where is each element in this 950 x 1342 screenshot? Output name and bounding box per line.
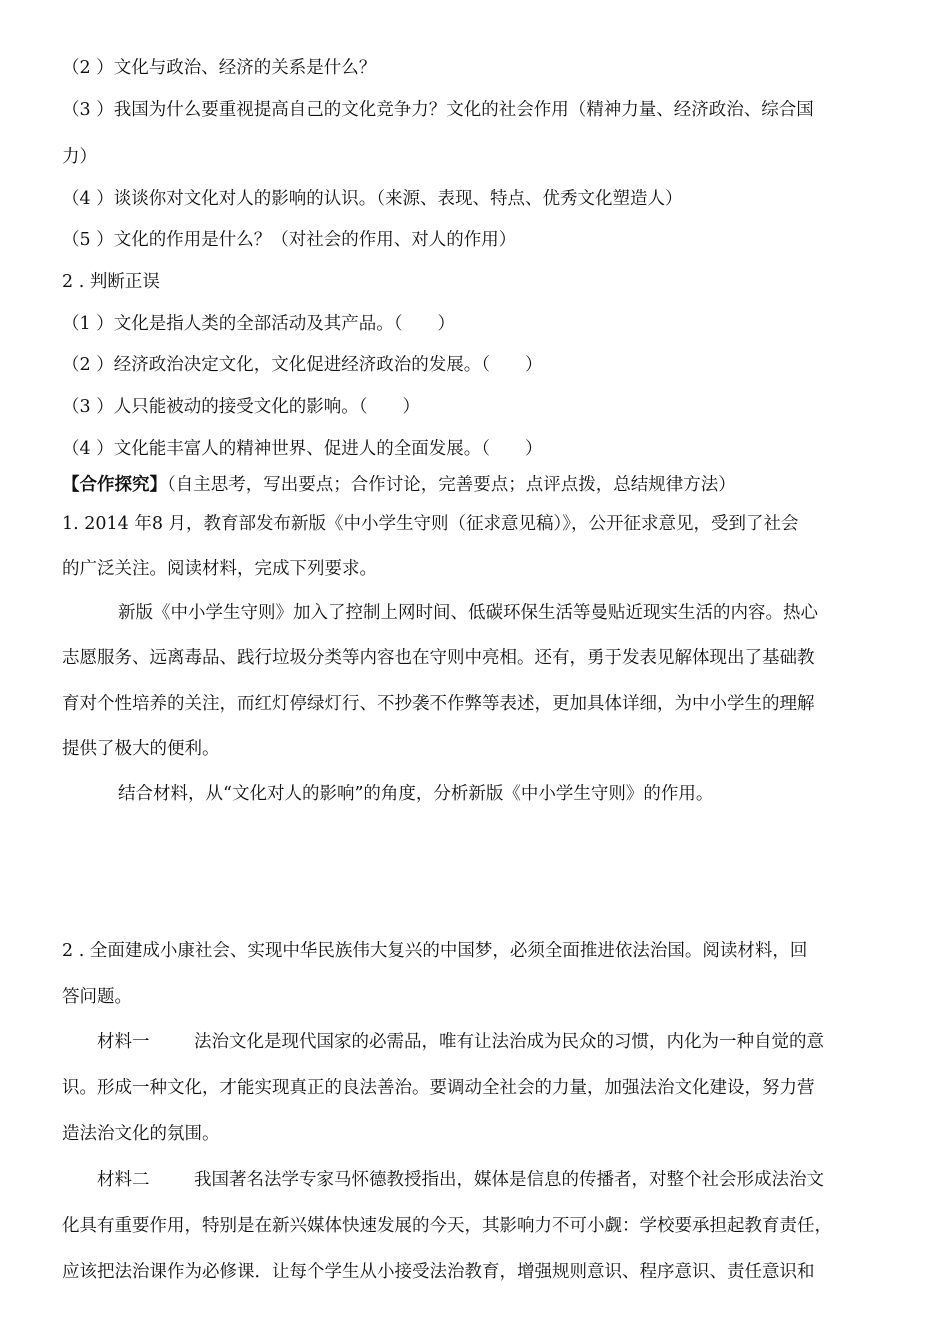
task2-intro-line-2: 答问题。 [62, 987, 132, 1007]
judge-item-2: （2 ）经济政治决定文化，文化促进经济政治的发展。（ ） [62, 355, 543, 375]
task2-intro-line-1: 2 . 全面建成小康社会、实现中华民族伟大复兴的中国梦，必须全面推进依法治国。阅读材料，回 [62, 941, 808, 961]
judge-heading: 2 . 判断正误 [62, 272, 160, 292]
judge-item-3: （3 ）人只能被动的接受文化的影响。（ ） [62, 397, 420, 417]
material-two-line-2: 化具有重要作用，特别是在新兴媒体快速发展的今天，其影响力不可小觑：学校要承担起教育责任， [62, 1216, 832, 1236]
task1-material-line-1: 新版《中小学生守则》加入了控制上网时间、低碳环保生活等曼贴近现实生活的内容。热心 [118, 603, 818, 623]
material-one-line-2: 识。形成一种文化，才能实现真正的良法善治。要调动全社会的力量，加强法治文化建设，努力营 [62, 1078, 815, 1098]
material-one-line-3: 造法治文化的氛围。 [62, 1124, 220, 1144]
task1-material-line-4: 提供了极大的便利。 [62, 739, 220, 759]
cooperation-instruction: （自主思考，写出要点；合作讨论，完善要点；点评点拨，总结规律方法） [167, 475, 736, 495]
question-4: （4 ）谈谈你对文化对人的影响的认识。（来源、表现、特点、优秀文化塑造人） [62, 189, 683, 209]
task1-intro-line-2: 的广泛关注。阅读材料，完成下列要求。 [62, 559, 377, 579]
material-two-line-3: 应该把法治课作为必修课．让每个学生从小接受法治教育，增强规则意识、程序意识、责任意识和 [62, 1262, 815, 1282]
question-3-line-1: （3 ）我国为什么要重视提高自己的文化竞争力？文化的社会作用（精神力量、经济政治、综合国 [62, 100, 814, 120]
material-two-label: 材料二 [97, 1170, 150, 1190]
question-3-line-2: 力） [62, 147, 97, 167]
task1-material-line-2: 志愿服务、远离毒品、践行垃圾分类等内容也在守则中亮相。还有，勇于发表见解体现出了基础教 [62, 648, 815, 668]
material-one-label: 材料一 [97, 1032, 150, 1052]
question-5: （5 ）文化的作用是什么？（对社会的作用、对人的作用） [62, 230, 517, 250]
question-2: （2 ）文化与政治、经济的关系是什么？ [62, 58, 377, 78]
task1-intro-line-1: 1. 2014 年8 月，教育部发布新版《中小学生守则（征求意见稿）》，公开征求意见，受到了社会 [62, 514, 799, 534]
judge-item-4: （4 ）文化能丰富人的精神世界、促进人的全面发展。（ ） [62, 439, 543, 459]
task1-material-line-3: 育对个性培养的关注，而红灯停绿灯行、不抄袭不作弊等表述，更加具体详细，为中小学生的理解 [62, 694, 815, 714]
material-two-line-1: 我国著名法学专家马怀德教授指出，媒体是信息的传播者，对整个社会形成法治文 [194, 1170, 824, 1190]
judge-item-1: （1 ）文化是指人类的全部活动及其产品。（ ） [62, 314, 455, 334]
cooperation-title: 【合作探究】 [62, 475, 167, 495]
task1-question: 结合材料，从“文化对人的影响”的角度，分析新版《中小学生守则》的作用。 [118, 784, 714, 804]
cooperation-section-heading [62, 473, 950, 497]
material-one-line-1: 法治文化是现代国家的必需品，唯有让法治成为民众的习惯，内化为一种自觉的意 [194, 1032, 824, 1052]
